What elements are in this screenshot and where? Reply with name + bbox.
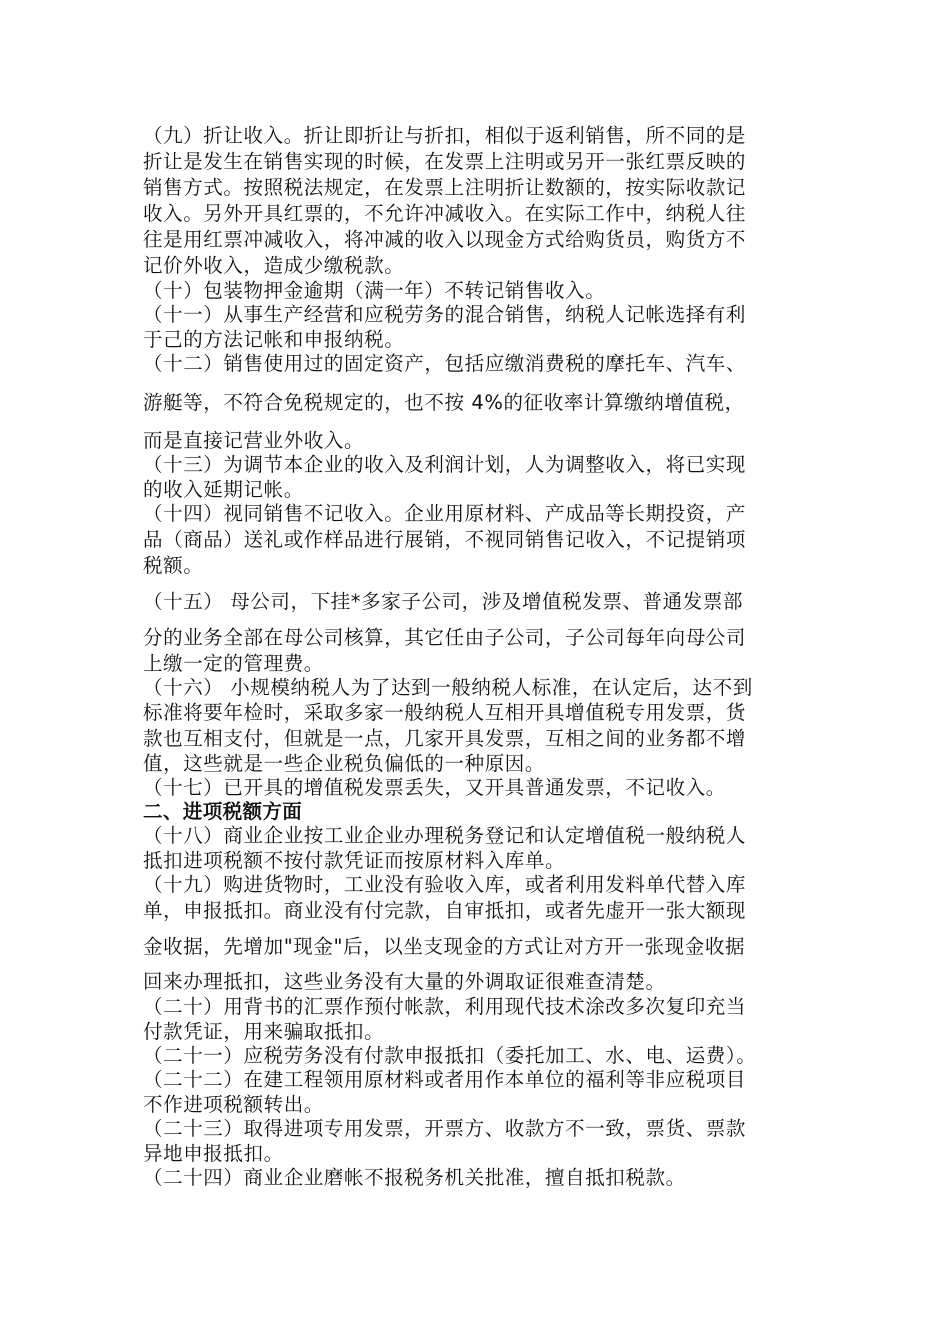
text-line: 销售方式。按照税法规定，在发票上注明折让数额的，按实际收款记 [143, 176, 747, 199]
text-line: 而是直接记营业外收入。 [143, 429, 365, 452]
text-line: 往是用红票冲减收入，将冲减的收入以现金方式给购货员，购货方不 [143, 228, 747, 251]
text-line: （二十四）商业企业磨帐不报税务机关批准，擅自抵扣税款。 [143, 1166, 686, 1189]
text-line: 回来办理抵扣，这些业务没有大量的外调取证很难查清楚。 [143, 970, 666, 993]
text-line: 不作进项税额转出。 [143, 1093, 324, 1116]
text-line: （十三）为调节本企业的收入及利润计划，人为调整收入，将已实现 [143, 453, 747, 476]
text-line: （二十一）应税劳务没有付款申报抵扣（委托加工、水、电、运费）。 [143, 1044, 757, 1067]
text-line: 上缴一定的管理费。 [143, 652, 324, 675]
text-line: 分的业务全部在母公司核算，其它任由子公司，子公司每年向母公司 [143, 626, 747, 649]
text-line: 税额。 [143, 554, 204, 577]
text-line: （二十三）取得进项专用发票，开票方、收款方不一致，票货、票款 [143, 1117, 747, 1140]
text-line: （十七）已开具的增值税发票丢失，又开具普通发票，不记收入。 [143, 776, 726, 799]
text-line: （十六） 小规模纳税人为了达到一般纳税人标准，在认定后，达不到 [143, 676, 753, 699]
text-line: 的收入延期记帐。 [143, 478, 304, 501]
text-line: 折让是发生在销售实现的时候，在发票上注明或另开一张红票反映的 [143, 150, 747, 173]
text-line: （十四）视同销售不记收入。企业用原材料、产成品等长期投资，产 [143, 502, 747, 525]
text-line: （二十）用背书的汇票作预付帐款，利用现代技术涂改多次复印充当 [143, 995, 747, 1018]
text-line: 标准将要年检时，采取多家一般纳税人互相开具增值税专用发票，货 [143, 701, 747, 724]
text-line: （十）包装物押金逾期（满一年）不转记销售收入。 [143, 279, 606, 302]
text-line: 于己的方法记帐和申报纳税。 [143, 328, 405, 351]
text-line: 抵扣进项税额不按付款凭证而按原材料入库单。 [143, 849, 566, 872]
text-line: （十五） 母公司，下挂*多家子公司，涉及增值税发票、普通发票部 [143, 590, 744, 613]
text-line: （十一）从事生产经营和应税劳务的混合销售，纳税人记帐选择有利 [143, 303, 747, 326]
text-line: 付款凭证，用来骗取抵扣。 [143, 1020, 385, 1043]
text-line: （十二）销售使用过的固定资产，包括应缴消费税的摩托车、汽车、 [143, 352, 747, 375]
text-line: 游艇等，不符合免税规定的，也不按 4%的征收率计算缴纳增值税， [143, 391, 745, 414]
text-line: 值，这些就是一些企业税负偏低的一种原因。 [143, 752, 546, 775]
text-line: 金收据，先增加"现金"后，以坐支现金的方式让对方开一张现金收据 [143, 935, 746, 958]
text-line: 记价外收入，造成少缴税款。 [143, 254, 405, 277]
text-line: 单，申报抵扣。商业没有付完款，自审抵扣，或者先虚开一张大额现 [143, 899, 747, 922]
text-line: 收入。另外开具红票的，不允许冲减收入。在实际工作中，纳税人往 [143, 202, 747, 225]
text-line: （九）折让收入。折让即折让与折扣，相似于返利销售，所不同的是 [143, 124, 747, 147]
text-line: 款也互相支付，但就是一点，几家开具发票，互相之间的业务都不增 [143, 727, 747, 750]
text-line: （十九）购进货物时，工业没有验收入库，或者利用发料单代替入库 [143, 873, 747, 896]
text-line: （十八）商业企业按工业企业办理税务登记和认定增值税一般纳税人 [143, 824, 747, 847]
section-heading: 二、进项税额方面 [143, 800, 303, 823]
text-line: 品（商品）送礼或作样品进行展销，不视同销售记收入，不记提销项 [143, 528, 747, 551]
text-line: （二十二）在建工程领用原材料或者用作本单位的福利等非应税项目 [143, 1068, 747, 1091]
text-line: 异地申报抵扣。 [143, 1142, 284, 1165]
